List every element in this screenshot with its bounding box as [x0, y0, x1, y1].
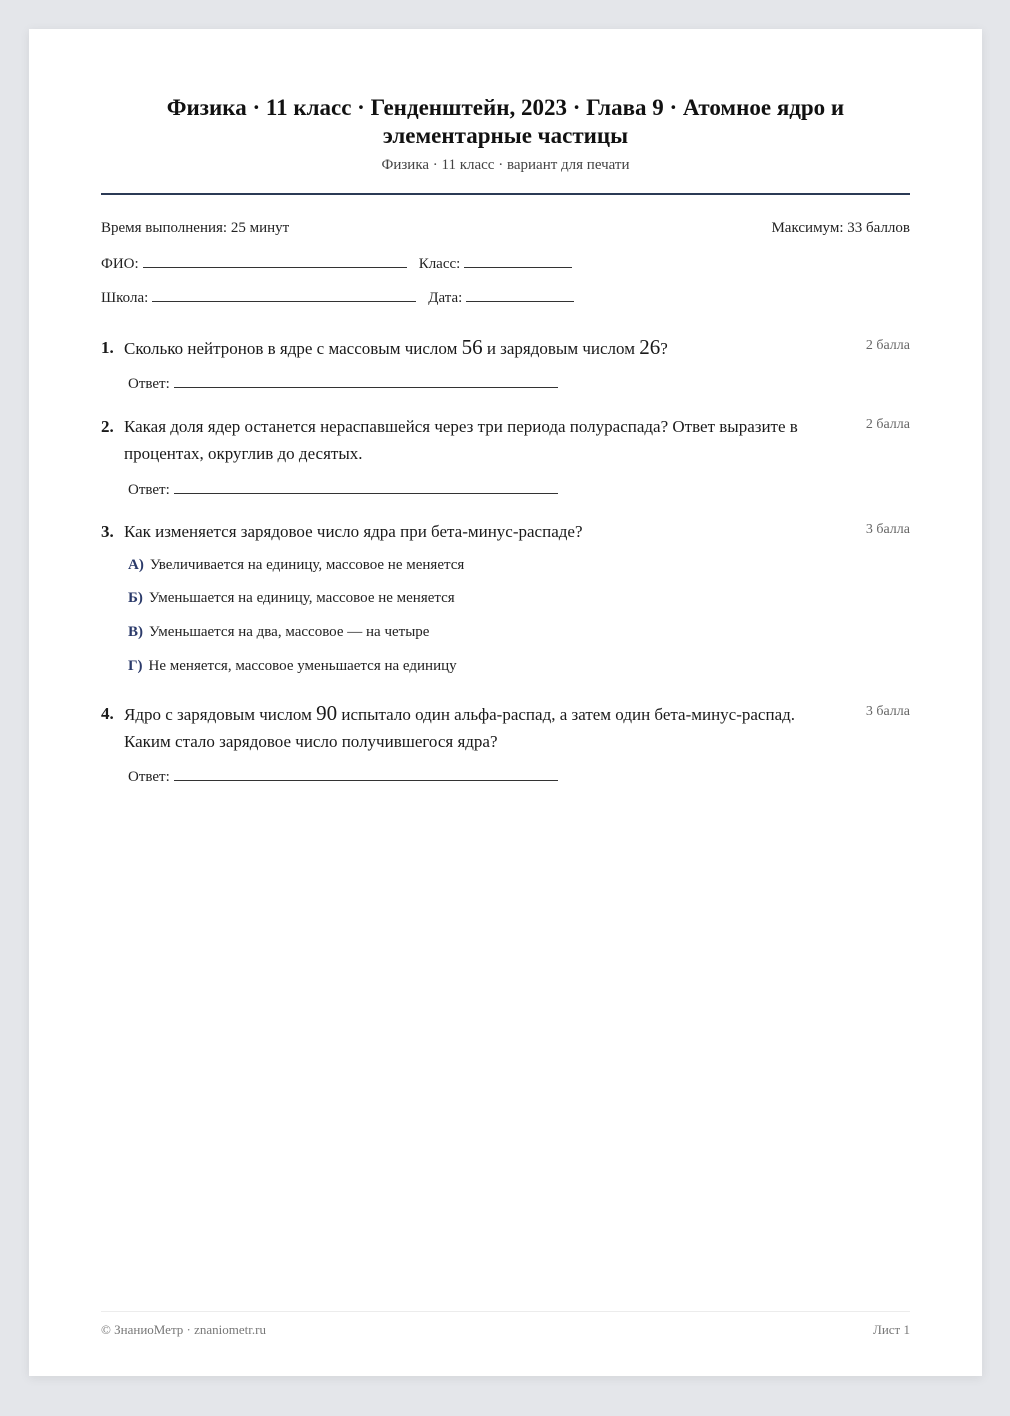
date-field[interactable]: [466, 287, 574, 302]
answer-option-d[interactable]: [128, 658, 457, 675]
answer-label: Ответ:: [128, 482, 170, 498]
option-label: В): [128, 624, 143, 640]
class-label: Класс:: [418, 256, 461, 272]
date-label: Дата:: [428, 290, 463, 306]
answer-option-b[interactable]: [128, 590, 455, 607]
answer-row: [128, 766, 558, 786]
school-date-row: [101, 287, 574, 307]
question-points: 3 балла: [865, 704, 910, 719]
option-label: Б): [128, 590, 143, 606]
school-field[interactable]: [152, 287, 416, 302]
page-title: Физика · 11 класс · Генденштейн, 2023 · Глава 9 · Атомное ядро и элементарные частицы: [166, 95, 845, 148]
fio-label: ФИО:: [101, 256, 139, 272]
worksheet-page: [29, 29, 982, 1376]
question-text: Ядро с зарядовым числом 90 испытало один альфа-распад, а затем один бета-минус-распад. Каким стало зарядовое число получившегося ядра?: [124, 701, 796, 751]
question-text: Как изменяется зарядовое число ядра при бета-минус-распаде?: [124, 522, 583, 541]
question-points: 2 балла: [865, 417, 910, 432]
question-number: 3.: [101, 522, 114, 541]
option-text: Уменьшается на два, массовое — на четыре: [149, 624, 430, 640]
fio-field[interactable]: [143, 253, 407, 268]
question-points: 2 балла: [865, 338, 910, 353]
page-subtitle: Физика · 11 класс · вариант для печати: [381, 157, 630, 173]
option-label: А): [128, 557, 144, 573]
sheet-number: Лист 1: [873, 1322, 910, 1337]
question-number: 4.: [101, 704, 114, 723]
school-label: Школа:: [101, 290, 149, 306]
time-limit: Время выполнения: 25 минут: [101, 220, 290, 236]
footer-divider: [101, 1311, 910, 1312]
answer-row: [128, 479, 558, 499]
question-number: 1.: [101, 338, 114, 357]
option-text: Не меняется, массовое уменьшается на единицу: [148, 658, 457, 674]
answer-field[interactable]: [174, 479, 558, 494]
answer-field[interactable]: [174, 766, 558, 781]
answer-option-a[interactable]: [128, 557, 464, 574]
question-points: 3 балла: [865, 522, 910, 537]
answer-label: Ответ:: [128, 376, 170, 392]
copyright: © ЗнаниоМетр · znaniometr.ru: [101, 1322, 266, 1337]
question-text: Какая доля ядер останется нераспавшейся через три периода полураспада? Ответ выразите в процентах, округлив до десятых.: [124, 417, 798, 463]
option-text: Уменьшается на единицу, массовое не меняется: [148, 590, 455, 606]
question-number: 2.: [101, 417, 114, 436]
question-text: Сколько нейтронов в ядре с массовым числом 56 и зарядовым числом 26?: [124, 335, 668, 359]
name-class-row: [101, 253, 572, 273]
answer-label: Ответ:: [128, 769, 170, 785]
option-text: Увеличивается на единицу, массовое не меняется: [149, 557, 465, 573]
answer-row: [128, 373, 558, 393]
answer-option-c[interactable]: [128, 624, 429, 641]
option-label: Г): [128, 658, 143, 674]
max-score: Максимум: 33 баллов: [771, 220, 910, 236]
class-field[interactable]: [464, 253, 572, 268]
answer-field[interactable]: [174, 373, 558, 388]
header-divider: [101, 193, 910, 195]
